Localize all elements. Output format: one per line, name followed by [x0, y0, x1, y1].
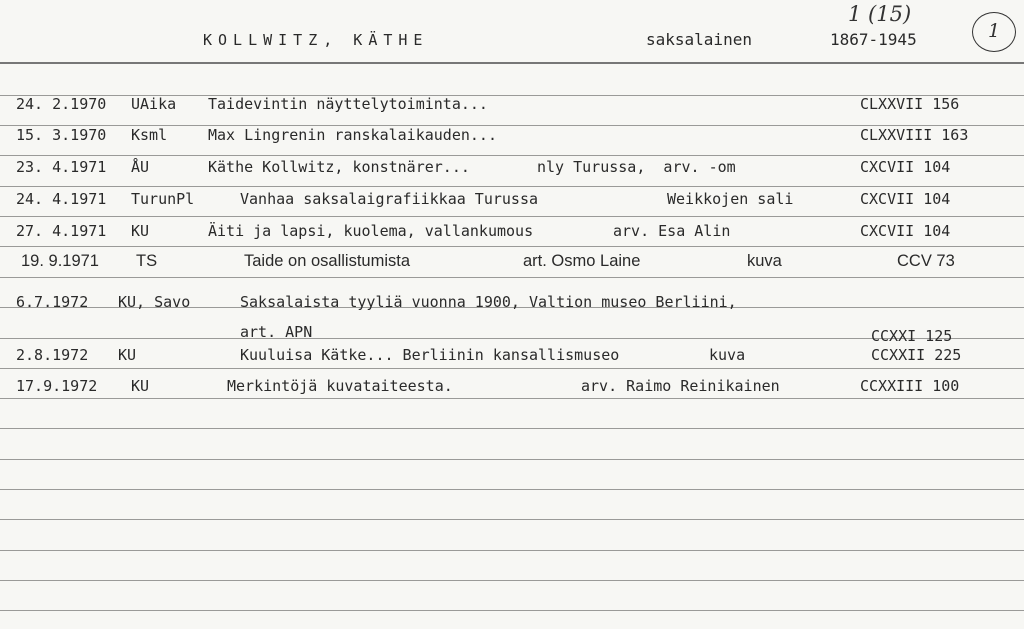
- circled-number-text: 1: [987, 20, 1001, 42]
- ruled-line: [0, 519, 1024, 520]
- entry-title: Vanhaa saksalaigrafiikkaa Turussa: [240, 190, 539, 208]
- entry-date: 27. 4.1971: [16, 222, 107, 240]
- entry-source: KU: [131, 377, 150, 395]
- entry-note: art. Osmo Laine: [523, 252, 641, 270]
- entry-note: arv. Esa Alin: [613, 222, 731, 240]
- ruled-line: [0, 277, 1024, 278]
- header-rule: [0, 62, 1024, 64]
- entry-date: 24. 4.1971: [16, 190, 107, 208]
- entry-title: Saksalaista tyyliä vuonna 1900, Valtion museo Berliini,: [240, 293, 737, 311]
- ruled-line: [0, 550, 1024, 551]
- entry-source: ÅU: [131, 158, 150, 176]
- entry-title-continued: art. APN: [240, 323, 313, 341]
- entry-source: TurunPl: [131, 190, 195, 208]
- ruled-line: [0, 368, 1024, 369]
- entry-source: UAika: [131, 95, 177, 113]
- entry-note: Weikkojen sali: [667, 190, 794, 208]
- entry-date: 23. 4.1971: [16, 158, 107, 176]
- entry-title: Äiti ja lapsi, kuolema, vallankumous: [208, 222, 534, 240]
- entry-note: nly Turussa, arv. -om: [537, 158, 736, 176]
- entry-title: Käthe Kollwitz, konstnärer...: [208, 158, 470, 176]
- ruled-line: [0, 610, 1024, 611]
- entry-reference: CLXXVIII 163: [860, 126, 969, 144]
- ruled-line: [0, 489, 1024, 490]
- entry-date: 24. 2.1970: [16, 95, 107, 113]
- nationality: saksalainen: [646, 30, 752, 49]
- ruled-line: [0, 186, 1024, 187]
- ruled-line: [0, 398, 1024, 399]
- entry-reference: CCXXI 125: [871, 327, 953, 345]
- entry-reference: CLXXVII 156: [860, 95, 960, 113]
- entry-date: 17.9.1972: [16, 377, 98, 395]
- entry-reference: CXCVII 104: [860, 190, 951, 208]
- entry-date: 15. 3.1970: [16, 126, 107, 144]
- ruled-line: [0, 246, 1024, 247]
- entry-source: KU: [131, 222, 150, 240]
- entry-date: 6.7.1972: [16, 293, 89, 311]
- entry-title: Merkintöjä kuvataiteesta.: [227, 377, 453, 395]
- ruled-line: [0, 459, 1024, 460]
- entry-extra: kuva: [747, 252, 782, 270]
- entry-reference: CXCVII 104: [860, 158, 951, 176]
- entry-title: Max Lingrenin ranskalaikauden...: [208, 126, 497, 144]
- entry-reference: CXCVII 104: [860, 222, 951, 240]
- entry-source: Ksml: [131, 126, 168, 144]
- entry-source: KU: [118, 346, 137, 364]
- entry-note: kuva: [709, 346, 746, 364]
- entry-reference: CCV 73: [897, 252, 955, 270]
- life-years: 1867-1945: [830, 30, 917, 49]
- entry-note: arv. Raimo Reinikainen: [581, 377, 780, 395]
- entry-date: 19. 9.1971: [21, 252, 99, 270]
- entry-reference: CCXXIII 100: [860, 377, 960, 395]
- entry-title: Taidevintin näyttelytoiminta...: [208, 95, 488, 113]
- entry-source: TS: [136, 252, 158, 270]
- entry-title: Kuuluisa Kätke... Berliinin kansallismuseo: [240, 346, 620, 364]
- handwritten-reference: 1 (15): [848, 2, 912, 26]
- ruled-line: [0, 428, 1024, 429]
- entry-reference: CCXXII 225: [871, 346, 962, 364]
- artist-name: KOLLWITZ, KÄTHE: [203, 31, 429, 49]
- entry-source: KU, Savo: [118, 293, 191, 311]
- entry-date: 2.8.1972: [16, 346, 89, 364]
- ruled-line: [0, 216, 1024, 217]
- ruled-line: [0, 580, 1024, 581]
- circled-card-number: [972, 12, 1016, 52]
- entry-title: Taide on osallistumista: [244, 252, 410, 270]
- ruled-line: [0, 155, 1024, 156]
